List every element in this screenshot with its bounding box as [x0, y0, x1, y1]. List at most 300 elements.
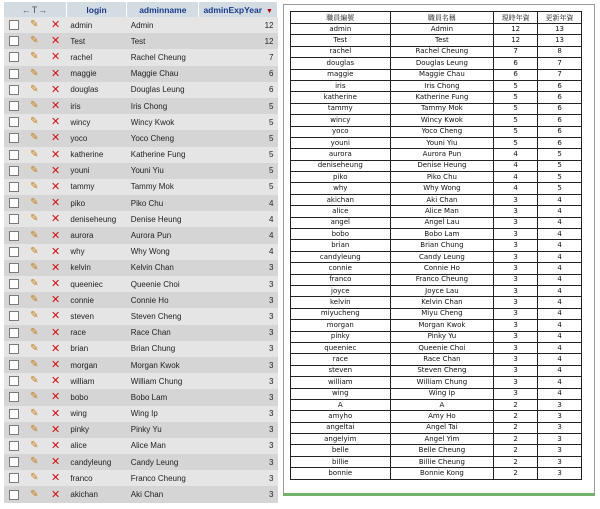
row-select-cell	[4, 195, 24, 211]
row-edit-cell	[24, 389, 45, 405]
report-cell-current-years: 3	[494, 331, 538, 342]
delete-x-icon[interactable]: ✕	[51, 294, 61, 307]
delete-x-icon[interactable]: ✕	[51, 116, 61, 129]
report-cell-current-years: 3	[494, 308, 538, 319]
report-cell-staff-name: Tammy Mok	[390, 103, 494, 114]
row-checkbox[interactable]	[9, 247, 19, 257]
report-cell-current-years: 3	[494, 240, 538, 251]
cell-adminexpyear: 3	[199, 406, 278, 422]
cell-adminexpyear: 4	[199, 244, 278, 260]
report-cell-staff-id: candyleung	[291, 251, 391, 262]
pencil-icon[interactable]: ✎	[30, 100, 39, 112]
cell-login: race	[66, 325, 126, 341]
row-select-cell	[4, 438, 24, 454]
report-cell-staff-id: rachel	[291, 46, 391, 57]
delete-x-icon[interactable]: ✕	[51, 229, 61, 242]
report-row	[291, 69, 582, 80]
report-cell-staff-id: connie	[291, 263, 391, 274]
delete-x-icon[interactable]: ✕	[51, 375, 61, 388]
pencil-icon[interactable]: ✎	[30, 456, 39, 468]
row-select-cell	[4, 82, 24, 98]
delete-x-icon[interactable]: ✕	[51, 197, 61, 210]
report-cell-staff-name: Admin	[390, 24, 494, 35]
pencil-icon[interactable]: ✎	[30, 132, 39, 144]
row-edit-cell	[24, 406, 45, 422]
report-cell-staff-name: Katherine Fung	[390, 92, 494, 103]
report-row	[291, 137, 582, 148]
report-cell-staff-name: Miyu Cheng	[390, 308, 494, 319]
cell-adminname: Why Wong	[127, 244, 199, 260]
row-delete-cell	[45, 98, 66, 114]
row-checkbox[interactable]	[9, 457, 19, 467]
pencil-icon[interactable]: ✎	[30, 261, 39, 273]
table-row	[4, 389, 278, 405]
report-cell-updated-years: 3	[538, 399, 582, 410]
cell-adminname: Piko Chu	[127, 195, 199, 211]
pencil-icon[interactable]: ✎	[30, 19, 39, 31]
row-checkbox[interactable]	[9, 166, 19, 176]
row-delete-cell	[45, 17, 66, 33]
cell-login: tammy	[66, 179, 126, 195]
cell-adminexpyear: 7	[199, 49, 278, 65]
report-cell-current-years: 5	[494, 126, 538, 137]
report-row	[291, 388, 582, 399]
delete-x-icon[interactable]: ✕	[51, 439, 61, 452]
db-browse-body	[4, 17, 278, 503]
report-cell-current-years: 5	[494, 80, 538, 91]
report-cell-current-years: 5	[494, 92, 538, 103]
row-checkbox[interactable]	[9, 328, 19, 338]
report-cell-staff-name: Yoco Cheng	[390, 126, 494, 137]
report-cell-staff-id: race	[291, 354, 391, 365]
pencil-icon[interactable]: ✎	[30, 294, 39, 306]
delete-x-icon[interactable]: ✕	[51, 456, 61, 469]
delete-x-icon[interactable]: ✕	[51, 213, 61, 226]
row-edit-cell	[24, 227, 45, 243]
report-cell-staff-name: Piko Chu	[390, 172, 494, 183]
row-checkbox[interactable]	[9, 392, 19, 402]
row-checkbox[interactable]	[9, 490, 19, 500]
delete-x-icon[interactable]: ✕	[51, 278, 61, 291]
row-checkbox[interactable]	[9, 182, 19, 192]
db-browse-header-row	[4, 2, 278, 17]
row-checkbox[interactable]	[9, 117, 19, 127]
report-cell-updated-years: 6	[538, 80, 582, 91]
cell-adminexpyear: 5	[199, 179, 278, 195]
report-row	[291, 35, 582, 46]
report-row	[291, 240, 582, 251]
pencil-icon[interactable]: ✎	[30, 326, 39, 338]
row-checkbox[interactable]	[9, 279, 19, 289]
report-cell-staff-id: william	[291, 377, 391, 388]
report-cell-staff-name: Amy Ho	[390, 411, 494, 422]
row-select-cell	[4, 130, 24, 146]
report-cell-updated-years: 8	[538, 46, 582, 57]
cell-adminexpyear: 3	[199, 260, 278, 276]
row-delete-cell	[45, 244, 66, 260]
report-cell-updated-years: 4	[538, 388, 582, 399]
report-cell-staff-name: Bonnie Kong	[390, 468, 494, 479]
row-select-cell	[4, 211, 24, 227]
pencil-icon[interactable]: ✎	[30, 245, 39, 257]
report-cell-staff-name: Bobo Lam	[390, 229, 494, 240]
report-cell-updated-years: 4	[538, 206, 582, 217]
delete-x-icon[interactable]: ✕	[51, 83, 61, 96]
row-checkbox[interactable]	[9, 295, 19, 305]
report-row	[291, 194, 582, 205]
pencil-icon[interactable]: ✎	[30, 278, 39, 290]
delete-x-icon[interactable]: ✕	[51, 164, 61, 177]
cell-adminname: Test	[127, 33, 199, 49]
row-checkbox[interactable]	[9, 133, 19, 143]
row-delete-cell	[45, 211, 66, 227]
report-row	[291, 172, 582, 183]
cell-adminname: Maggie Chau	[127, 66, 199, 82]
row-select-cell	[4, 66, 24, 82]
row-edit-cell	[24, 179, 45, 195]
delete-x-icon[interactable]: ✕	[51, 261, 61, 274]
report-cell-staff-id: aurora	[291, 149, 391, 160]
cell-adminexpyear: 3	[199, 486, 278, 502]
pencil-icon[interactable]: ✎	[30, 423, 39, 435]
report-row	[291, 24, 582, 35]
report-cell-updated-years: 4	[538, 342, 582, 353]
report-cell-current-years: 3	[494, 206, 538, 217]
row-edit-cell	[24, 357, 45, 373]
pencil-icon[interactable]: ✎	[30, 407, 39, 419]
cell-adminname: Douglas Leung	[127, 82, 199, 98]
cell-adminname: William Chung	[127, 373, 199, 389]
report-cell-updated-years: 4	[538, 365, 582, 376]
report-cell-current-years: 6	[494, 69, 538, 80]
cell-adminexpyear: 3	[199, 292, 278, 308]
report-row	[291, 274, 582, 285]
report-cell-staff-id: tammy	[291, 103, 391, 114]
row-checkbox[interactable]	[9, 425, 19, 435]
row-checkbox[interactable]	[9, 344, 19, 354]
pencil-icon[interactable]: ✎	[30, 391, 39, 403]
row-checkbox[interactable]	[9, 360, 19, 370]
table-row	[4, 179, 278, 195]
report-header-updated-years: 更新年資	[538, 12, 582, 24]
table-row	[4, 373, 278, 389]
pencil-icon[interactable]: ✎	[30, 375, 39, 387]
report-cell-current-years: 4	[494, 172, 538, 183]
cell-login: youni	[66, 163, 126, 179]
delete-x-icon[interactable]: ✕	[51, 148, 61, 161]
report-cell-staff-id: franco	[291, 274, 391, 285]
pencil-icon[interactable]: ✎	[30, 83, 39, 95]
row-delete-cell	[45, 470, 66, 486]
row-checkbox[interactable]	[9, 263, 19, 273]
row-checkbox[interactable]	[9, 36, 19, 46]
report-cell-staff-id: amyho	[291, 411, 391, 422]
report-cell-staff-name: Belle Cheung	[390, 445, 494, 456]
row-checkbox[interactable]	[9, 214, 19, 224]
report-cell-staff-name: Why Wong	[390, 183, 494, 194]
pencil-icon[interactable]: ✎	[30, 197, 39, 209]
row-delete-cell	[45, 486, 66, 502]
delete-x-icon[interactable]: ✕	[51, 310, 61, 323]
row-edit-cell	[24, 114, 45, 130]
report-row	[291, 126, 582, 137]
delete-x-icon[interactable]: ✕	[51, 326, 61, 339]
pencil-icon[interactable]: ✎	[30, 310, 39, 322]
column-header-adminexpyear-label: adminExpYear	[203, 4, 263, 15]
report-cell-staff-id: wing	[291, 388, 391, 399]
table-row	[4, 454, 278, 470]
row-select-cell	[4, 114, 24, 130]
pencil-icon[interactable]: ✎	[30, 180, 39, 192]
report-row	[291, 377, 582, 388]
report-row	[291, 160, 582, 171]
row-select-cell	[4, 147, 24, 163]
report-cell-staff-id: piko	[291, 172, 391, 183]
pencil-icon[interactable]: ✎	[30, 51, 39, 63]
row-delete-cell	[45, 341, 66, 357]
sort-desc-icon: ▼	[266, 7, 273, 15]
column-header-adminexpyear[interactable]	[199, 2, 278, 17]
report-row	[291, 354, 582, 365]
row-checkbox[interactable]	[9, 441, 19, 451]
report-cell-current-years: 7	[494, 46, 538, 57]
pencil-icon[interactable]: ✎	[30, 229, 39, 241]
table-row	[4, 17, 278, 33]
report-cell-staff-id: angel	[291, 217, 391, 228]
report-cell-staff-name: Angel Yim	[390, 434, 494, 445]
report-cell-current-years: 3	[494, 320, 538, 331]
row-edit-cell	[24, 292, 45, 308]
row-edit-cell	[24, 341, 45, 357]
cell-login: douglas	[66, 82, 126, 98]
row-select-cell	[4, 276, 24, 292]
db-browse-table	[4, 2, 278, 503]
delete-x-icon[interactable]: ✕	[51, 100, 61, 113]
cell-adminexpyear: 3	[199, 341, 278, 357]
row-edit-cell	[24, 373, 45, 389]
report-cell-updated-years: 4	[538, 194, 582, 205]
delete-x-icon[interactable]: ✕	[51, 132, 61, 145]
report-cell-staff-name: Kelvin Chan	[390, 297, 494, 308]
report-panel	[283, 4, 595, 496]
report-row	[291, 46, 582, 57]
row-checkbox[interactable]	[9, 231, 19, 241]
report-cell-current-years: 3	[494, 388, 538, 399]
delete-x-icon[interactable]: ✕	[51, 423, 61, 436]
report-body	[291, 24, 582, 480]
row-checkbox[interactable]	[9, 101, 19, 111]
row-checkbox[interactable]	[9, 85, 19, 95]
report-row	[291, 297, 582, 308]
pencil-icon[interactable]: ✎	[30, 35, 39, 47]
report-cell-staff-id: deniseheung	[291, 160, 391, 171]
report-row	[291, 183, 582, 194]
delete-x-icon[interactable]: ✕	[51, 35, 61, 48]
column-header-adminname[interactable]: adminname	[127, 2, 199, 17]
report-cell-current-years: 3	[494, 251, 538, 262]
report-row	[291, 456, 582, 467]
report-cell-updated-years: 6	[538, 137, 582, 148]
row-select-cell	[4, 260, 24, 276]
report-row	[291, 434, 582, 445]
report-cell-staff-id: maggie	[291, 69, 391, 80]
cell-adminexpyear: 3	[199, 276, 278, 292]
cell-adminexpyear: 4	[199, 227, 278, 243]
pencil-icon[interactable]: ✎	[30, 439, 39, 451]
report-cell-staff-id: wincy	[291, 115, 391, 126]
report-cell-updated-years: 4	[538, 308, 582, 319]
row-delete-cell	[45, 147, 66, 163]
row-edit-cell	[24, 276, 45, 292]
report-cell-updated-years: 3	[538, 456, 582, 467]
cell-login: wincy	[66, 114, 126, 130]
report-cell-updated-years: 5	[538, 183, 582, 194]
delete-x-icon[interactable]: ✕	[51, 359, 61, 372]
report-cell-current-years: 12	[494, 24, 538, 35]
report-cell-current-years: 3	[494, 377, 538, 388]
row-checkbox[interactable]	[9, 198, 19, 208]
cell-adminname: Steven Cheng	[127, 308, 199, 324]
report-cell-updated-years: 4	[538, 240, 582, 251]
report-cell-staff-id: douglas	[291, 58, 391, 69]
cell-adminexpyear: 3	[199, 308, 278, 324]
cell-login: maggie	[66, 66, 126, 82]
table-row	[4, 163, 278, 179]
cell-adminname: Bobo Lam	[127, 389, 199, 405]
cell-login: akichan	[66, 486, 126, 502]
row-checkbox[interactable]	[9, 311, 19, 321]
cell-login: alice	[66, 438, 126, 454]
report-cell-updated-years: 4	[538, 354, 582, 365]
row-edit-cell	[24, 438, 45, 454]
cell-login: pinky	[66, 422, 126, 438]
report-cell-updated-years: 3	[538, 468, 582, 479]
report-header-staff-id: 職員編號	[291, 12, 391, 24]
cell-adminname: Rachel Cheung	[127, 49, 199, 65]
cell-adminname: Kelvin Chan	[127, 260, 199, 276]
delete-x-icon[interactable]: ✕	[51, 180, 61, 193]
cell-adminname: Aki Chan	[127, 486, 199, 502]
report-cell-current-years: 6	[494, 58, 538, 69]
report-cell-staff-name: Wincy Kwok	[390, 115, 494, 126]
row-checkbox[interactable]	[9, 473, 19, 483]
report-row	[291, 115, 582, 126]
row-edit-cell	[24, 98, 45, 114]
row-select-cell	[4, 389, 24, 405]
delete-x-icon[interactable]: ✕	[51, 391, 61, 404]
pencil-icon[interactable]: ✎	[30, 213, 39, 225]
table-row	[4, 244, 278, 260]
cell-login: candyleung	[66, 454, 126, 470]
report-row	[291, 263, 582, 274]
delete-x-icon[interactable]: ✕	[51, 51, 61, 64]
report-cell-staff-id: A	[291, 399, 391, 410]
pencil-icon[interactable]: ✎	[30, 359, 39, 371]
cell-login: admin	[66, 17, 126, 33]
row-select-cell	[4, 98, 24, 114]
cell-adminexpyear: 3	[199, 325, 278, 341]
delete-x-icon[interactable]: ✕	[51, 245, 61, 258]
report-cell-staff-name: Aki Chan	[390, 194, 494, 205]
report-header-current-years: 現時年資	[494, 12, 538, 24]
pencil-icon[interactable]: ✎	[30, 488, 39, 500]
report-cell-current-years: 3	[494, 217, 538, 228]
cell-adminexpyear: 3	[199, 470, 278, 486]
report-cell-current-years: 2	[494, 422, 538, 433]
cell-adminname: Brian Chung	[127, 341, 199, 357]
row-edit-cell	[24, 454, 45, 470]
delete-x-icon[interactable]: ✕	[51, 407, 61, 420]
delete-x-icon[interactable]: ✕	[51, 342, 61, 355]
report-cell-staff-id: brian	[291, 240, 391, 251]
report-cell-staff-name: Billie Cheung	[390, 456, 494, 467]
cell-adminexpyear: 3	[199, 357, 278, 373]
row-edit-cell	[24, 147, 45, 163]
cell-login: steven	[66, 308, 126, 324]
row-edit-cell	[24, 49, 45, 65]
report-cell-current-years: 2	[494, 445, 538, 456]
column-header-login[interactable]: login	[66, 2, 126, 17]
report-cell-staff-name: Test	[390, 35, 494, 46]
row-delete-cell	[45, 82, 66, 98]
row-checkbox[interactable]	[9, 20, 19, 30]
cell-adminname: Alice Man	[127, 438, 199, 454]
table-row	[4, 470, 278, 486]
cell-adminname: Wing Ip	[127, 406, 199, 422]
cell-adminexpyear: 6	[199, 66, 278, 82]
report-cell-updated-years: 4	[538, 217, 582, 228]
row-checkbox[interactable]	[9, 409, 19, 419]
report-cell-staff-name: Brian Chung	[390, 240, 494, 251]
row-edit-cell	[24, 82, 45, 98]
delete-x-icon[interactable]: ✕	[51, 488, 61, 501]
pencil-icon[interactable]: ✎	[30, 342, 39, 354]
pencil-icon[interactable]: ✎	[30, 472, 39, 484]
row-select-cell	[4, 373, 24, 389]
delete-x-icon[interactable]: ✕	[51, 19, 61, 32]
report-cell-current-years: 3	[494, 263, 538, 274]
cell-login: brian	[66, 341, 126, 357]
report-cell-updated-years: 6	[538, 92, 582, 103]
table-row	[4, 406, 278, 422]
report-cell-updated-years: 13	[538, 24, 582, 35]
row-checkbox[interactable]	[9, 69, 19, 79]
row-edit-cell	[24, 33, 45, 49]
delete-x-icon[interactable]: ✕	[51, 472, 61, 485]
pencil-icon[interactable]: ✎	[30, 116, 39, 128]
report-row	[291, 251, 582, 262]
report-cell-updated-years: 3	[538, 411, 582, 422]
table-row	[4, 276, 278, 292]
delete-x-icon[interactable]: ✕	[51, 67, 61, 80]
report-row	[291, 342, 582, 353]
row-checkbox[interactable]	[9, 376, 19, 386]
table-row	[4, 66, 278, 82]
report-cell-staff-name: Alice Man	[390, 206, 494, 217]
pencil-icon[interactable]: ✎	[30, 164, 39, 176]
report-cell-staff-name: Race Chan	[390, 354, 494, 365]
row-checkbox[interactable]	[9, 150, 19, 160]
column-arrows-header[interactable]: ←T→	[4, 2, 66, 17]
report-cell-current-years: 3	[494, 194, 538, 205]
pencil-icon[interactable]: ✎	[30, 148, 39, 160]
row-checkbox[interactable]	[9, 52, 19, 62]
cell-adminexpyear: 3	[199, 373, 278, 389]
report-cell-current-years: 2	[494, 468, 538, 479]
report-cell-current-years: 2	[494, 434, 538, 445]
row-delete-cell	[45, 163, 66, 179]
pencil-icon[interactable]: ✎	[30, 67, 39, 79]
